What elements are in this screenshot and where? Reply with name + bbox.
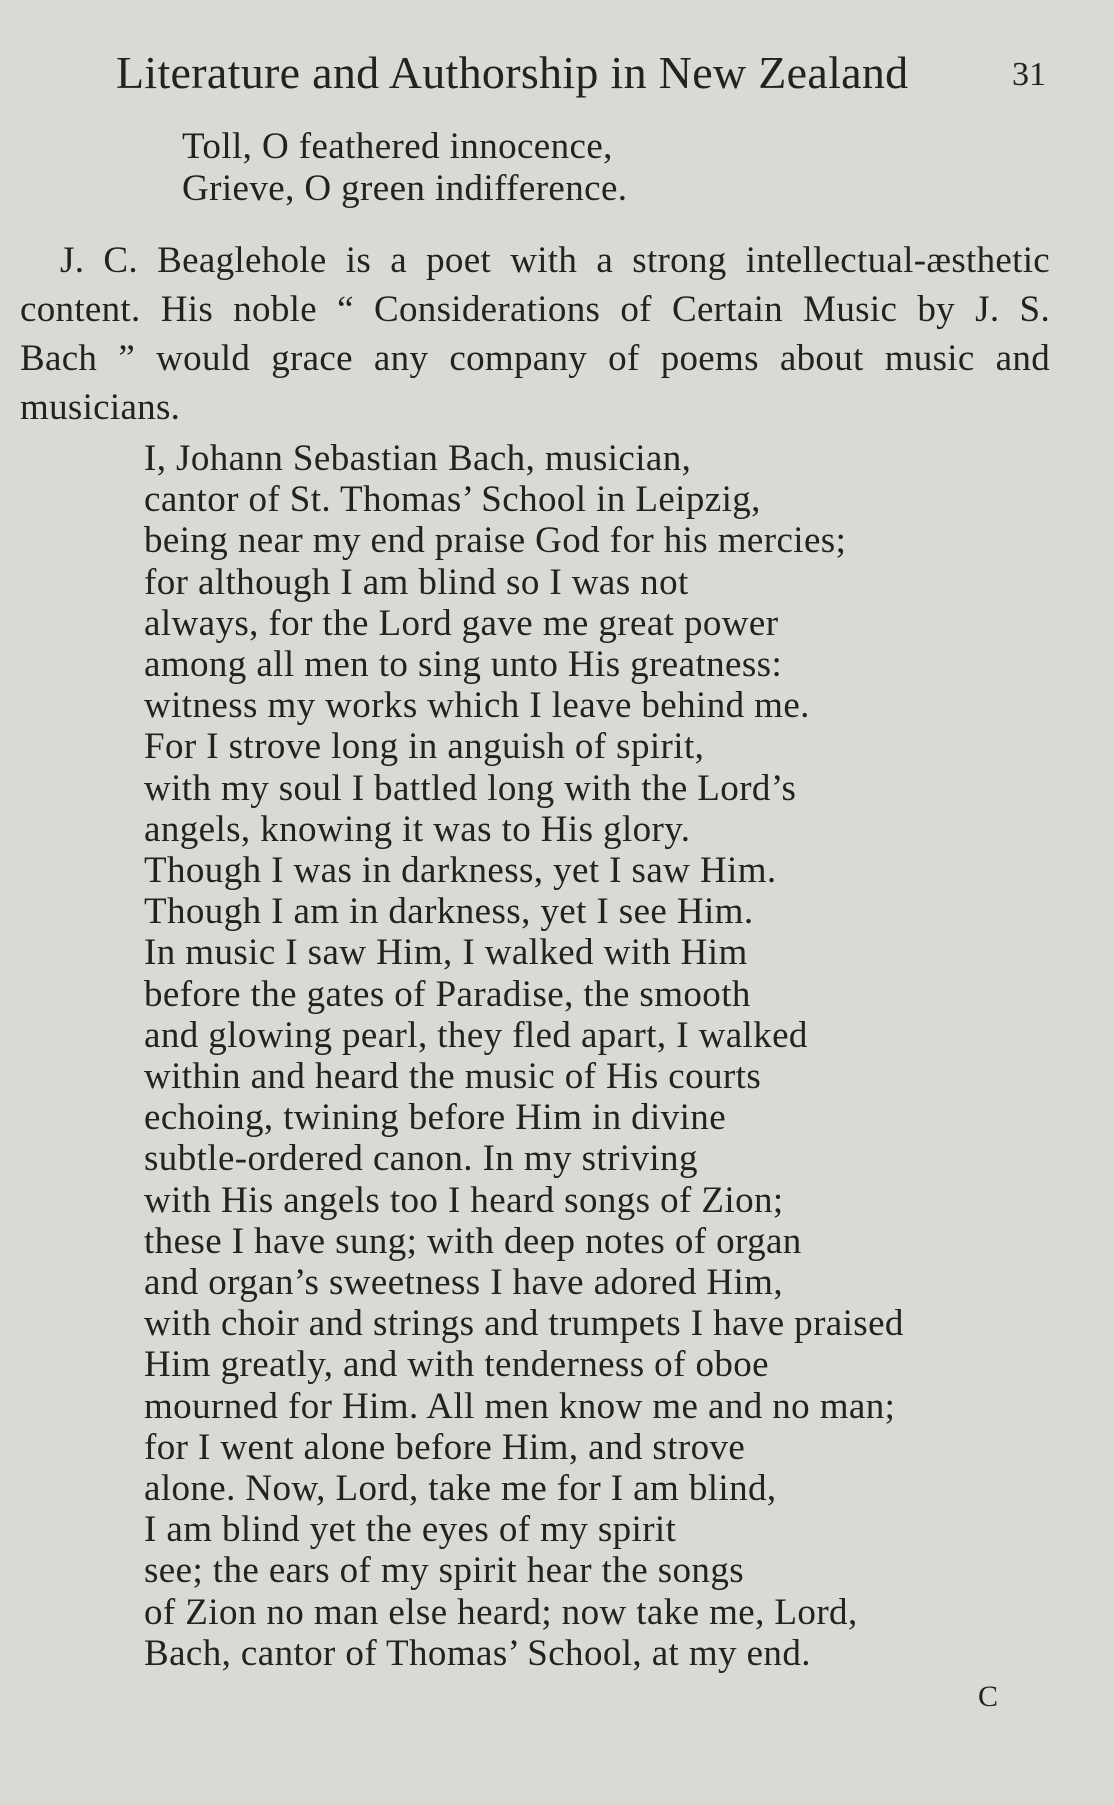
paragraph-line: Bach ” would grace any company of poems about music and — [20, 338, 1050, 379]
stanza-line: Toll, O feathered innocence, — [182, 126, 613, 167]
poem-line: and organ’s sweetness I have adored Him, — [144, 1262, 784, 1304]
poem-line: Bach, cantor of Thomas’ School, at my end. — [144, 1632, 811, 1674]
page-number: 31 — [1012, 56, 1046, 93]
paragraph-line: J. C. Beaglehole is a poet with a strong intellectual-æsthetic — [60, 240, 1050, 281]
poem-line: witness my works which I leave behind me. — [144, 685, 810, 727]
paragraph-line: musicians. — [20, 387, 181, 428]
bach-poem — [144, 438, 904, 1674]
poem-line: of Zion no man else heard; now take me, Lord, — [144, 1591, 858, 1633]
poem-line: Though I am in darkness, yet I see Him. — [144, 891, 754, 933]
poem-line: before the gates of Paradise, the smooth — [144, 973, 751, 1015]
poem-line: I am blind yet the eyes of my spirit — [144, 1509, 677, 1551]
signature-mark: C — [978, 1680, 999, 1713]
poem-line: for I went alone before Him, and strove — [144, 1426, 746, 1468]
poem-line: subtle-ordered canon. In my striving — [144, 1138, 698, 1180]
poem-line: alone. Now, Lord, take me for I am blind, — [144, 1468, 777, 1510]
poem-line: In music I saw Him, I walked with Him — [144, 932, 748, 974]
poem-line: being near my end praise God for his mercies; — [144, 520, 847, 562]
poem-line: see; the ears of my spirit hear the songs — [144, 1550, 745, 1592]
poem-line: for although I am blind so I was not — [144, 561, 689, 603]
poem-line: with His angels too I heard songs of Zion; — [144, 1179, 784, 1221]
poem-line: with choir and strings and trumpets I have praised — [144, 1303, 904, 1345]
poem-line: among all men to sing unto His greatness: — [144, 644, 783, 686]
running-title: Literature and Authorship in New Zealand — [116, 47, 909, 98]
poem-line: Him greatly, and with tenderness of oboe — [144, 1344, 769, 1386]
poem-line: I, Johann Sebastian Bach, musician, — [144, 438, 692, 479]
opening-stanza — [182, 126, 627, 210]
poem-line: and glowing pearl, they fled apart, I walked — [144, 1014, 808, 1056]
poem-line: within and heard the music of His courts — [144, 1056, 762, 1098]
poem-line: cantor of St. Thomas’ School in Leipzig, — [144, 479, 761, 521]
paragraph-line: content. His noble “ Considerations of Certain Music by J. S. — [20, 289, 1050, 330]
poem-line: Though I was in darkness, yet I saw Him. — [144, 850, 777, 892]
poem-line: these I have sung; with deep notes of organ — [144, 1220, 802, 1262]
poem-line: For I strove long in anguish of spirit, — [144, 726, 705, 768]
body-paragraph — [20, 236, 1050, 432]
poem-line: mourned for Him. All men know me and no man; — [144, 1385, 896, 1427]
poem-line: always, for the Lord gave me great power — [144, 602, 779, 644]
poem-line: echoing, twining before Him in divine — [144, 1097, 727, 1139]
poem-line: angels, knowing it was to His glory. — [144, 808, 691, 850]
stanza-line: Grieve, O green indifference. — [182, 168, 628, 209]
poem-line: with my soul I battled long with the Lord’s — [144, 767, 797, 809]
